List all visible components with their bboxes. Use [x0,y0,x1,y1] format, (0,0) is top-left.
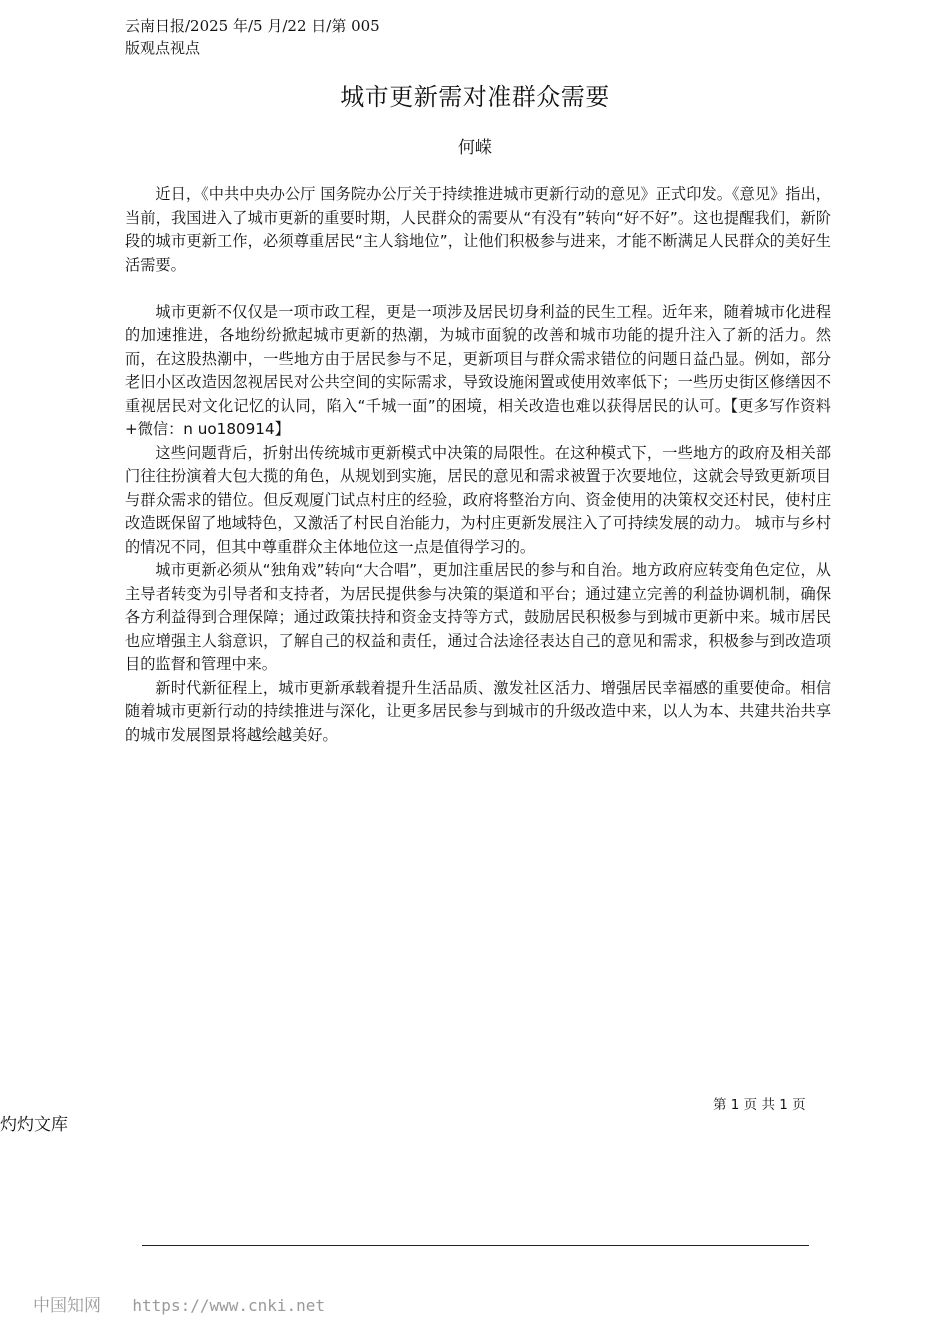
article-author: 何嵘 [458,138,492,158]
paragraph-2: 城市更新不仅仅是一项市政工程，更是一项涉及居民切身利益的民生工程。近年来，随着城市化进程的加速推进，各地纷纷掀起城市更新的热潮，为城市面貌的改善和城市功能的提升注入了新的活力。然而，在这股热潮中，一些地方由于居民参与不足，更新项目与群众需求错位的问题日益凸显。例如，部分老旧小区改造因忽视居民对公共空间的实际需求，导致设施闲置或使用效率低下；一些历史街区修缮因不重视居民对文化记忆的认同，陷入“千城一面”的困境，相关改造也难以获得居民的认可。【更多写作资料+微信：n uo180914】 [125,302,831,438]
paragraph-1: 近日，《中共中央办公厅 国务院办公厅关于持续推进城市更新行动的意见》正式印发。《意见》指出，当前，我国进入了城市更新的重要时期，人民群众的需要从“有没有”转向“好不好”。这也提醒我们，新阶段的城市更新工作，必须尊重居民“主人翁地位”，让他们积极参与进来，才能不断满足人民群众的美好生活需要。 [125,185,831,274]
article-body [125,183,831,747]
footer-divider [142,1245,809,1246]
article-title: 城市更新需对准群众需要 [340,83,610,111]
cnki-name: 中国知网 [33,1296,101,1316]
cnki-url-link[interactable]: https://www.cnki.net [132,1296,326,1315]
page-number: 第 1 页 共 1 页 [713,1097,806,1113]
source-info [125,15,425,59]
library-watermark: 灼灼文库 [0,1115,68,1135]
footer [33,1294,325,1318]
paragraph-3: 这些问题背后，折射出传统城市更新模式中决策的局限性。在这种模式下，一些地方的政府及相关部门往往扮演着大包大揽的角色，从规划到实施，居民的意见和需求被置于次要地位，这就会导致更新项目与群众需求的错位。但反观厦门试点村庄的经验，政府将整治方向、资金使用的决策权交还村民，使村庄改造既保留了地域特色，又激活了村民自治能力，为村庄更新发展注入了可持续发展的动力。 城市与乡村的情况不同，但其中尊重群众主体地位这一点是值得学习的。 [125,443,831,556]
source-line-1: 云南日报/2025 年/5 月/22 日/第 005 [125,17,380,35]
paragraph-4: 城市更新必须从“独角戏”转向“大合唱”，更加注重居民的参与和自治。地方政府应转变角色定位，从主导者转变为引导者和支持者，为居民提供参与决策的渠道和平台；通过建立完善的利益协调机制，确保各方利益得到合理保障；通过政策扶持和资金支持等方式，鼓励居民积极参与到城市更新中来。城市居民也应增强主人翁意识，了解自己的权益和责任，通过合法途径表达自己的意见和需求，积极参与到改造项目的监督和管理中来。 [125,561,831,673]
source-line-2: 版观点视点 [125,39,201,57]
paragraph-5: 新时代新征程上，城市更新承载着提升生活品质、激发社区活力、增强居民幸福感的重要使命。相信随着城市更新行动的持续推进与深化，让更多居民参与到城市的升级改造中来，以人为本、共建共治共享的城市发展图景将越绘越美好。 [125,678,831,744]
